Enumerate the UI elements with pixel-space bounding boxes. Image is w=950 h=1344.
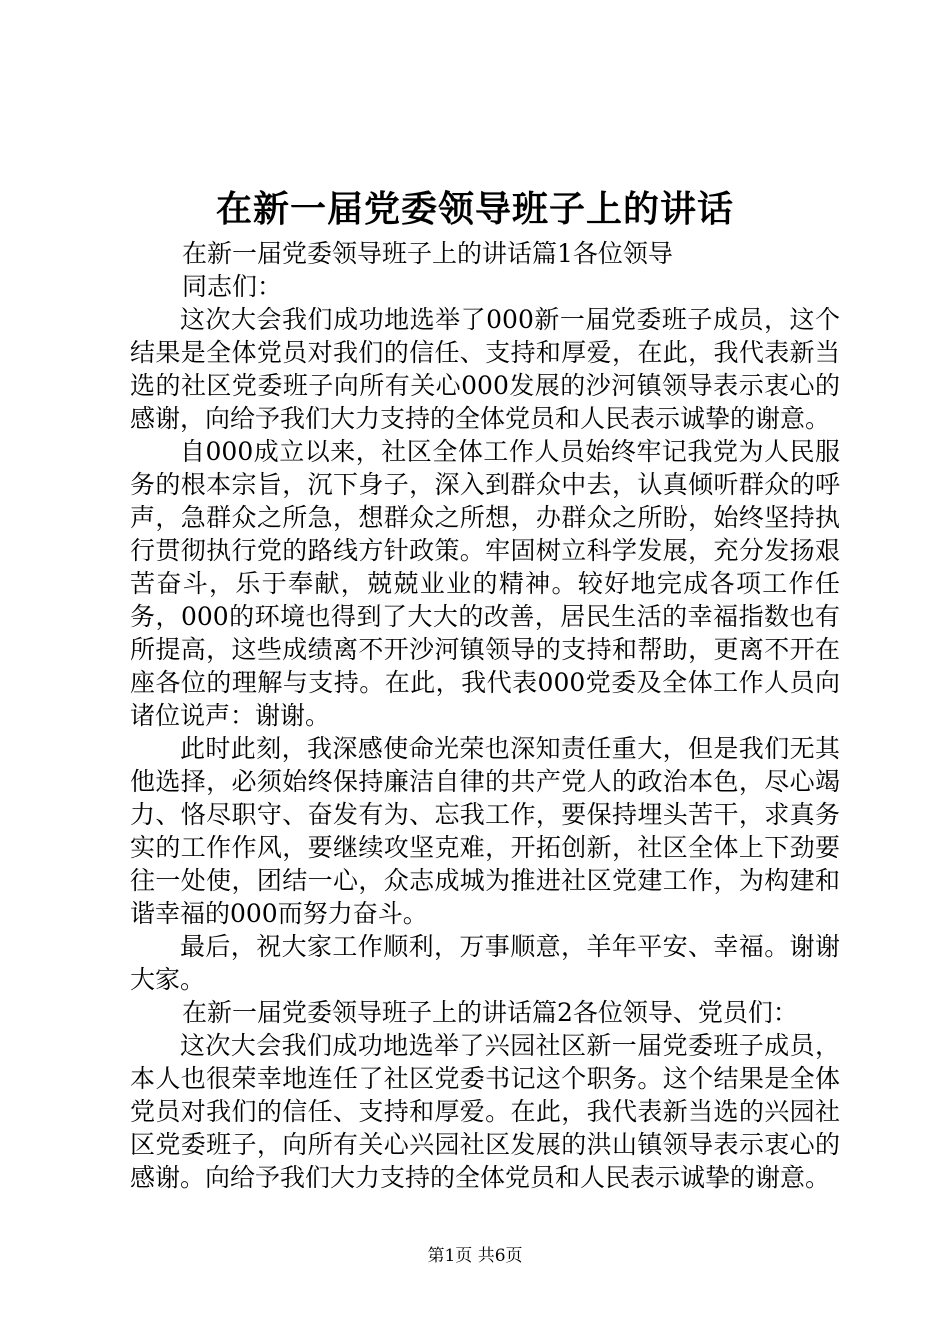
- paragraph-4: 最后，祝大家工作顺利，万事顺意，羊年平安、幸福。谢谢大家。: [130, 932, 840, 994]
- section-heading-2: 在新一届党委领导班子上的讲话篇2各位领导、党员们：: [182, 998, 798, 1027]
- paragraph-1: 这次大会我们成功地选举了000新一届党委班子成员，这个结果是全体党员对我们的信任、支持和厚爱，在此，我代表新当选的社区党委班子向所有关心000发展的沙河镇领导表示衷心的感谢，向给予我们大力支持的全体党员和人民表示诚挚的谢意。: [130, 305, 840, 433]
- paragraph-5: 这次大会我们成功地选举了兴园社区新一届党委班子成员，本人也很荣幸地连任了社区党委书记这个职务。这个结果是全体党员对我们的信任、支持和厚爱。在此，我代表新当选的兴园社区党委班子，向所有关心兴园社区发展的洪山镇领导表示衷心的感谢。向给予我们大力支持的全体党员和人民表示诚挚的谢意。: [130, 1031, 840, 1192]
- paragraph-3: 此时此刻，我深感使命光荣也深知责任重大，但是我们无其他选择，必须始终保持廉洁自律的共产党人的政治本色，尽心竭力、恪尽职守、奋发有为、忘我工作，要保持埋头苦干，求真务实的工作作风，要继续攻坚克难，开拓创新，社区全体上下劲要往一处使，团结一心，众志成城为推进社区党建工作，为构建和谐幸福的000而努力奋斗。: [130, 734, 840, 928]
- section-heading-1-line-2: 同志们：: [182, 272, 283, 301]
- document-body: [130, 237, 840, 1194]
- section-heading-1-line-1: 在新一届党委领导班子上的讲话篇1各位领导: [182, 239, 673, 268]
- page-number-footer: 第1页 共6页: [427, 1246, 523, 1266]
- document-title: 在新一届党委领导班子上的讲话: [215, 188, 734, 230]
- paragraph-2: 自000成立以来，社区全体工作人员始终牢记我党为人民服务的根本宗旨，沉下身子，深入到群众中去，认真倾听群众的呼声，急群众之所急，想群众之所想，办群众之所盼，始终坚持执行贯彻执行党的路线方针政策。牢固树立科学发展，充分发扬艰苦奋斗，乐于奉献，兢兢业业的精神。较好地完成各项工作任务，000的环境也得到了大大的改善，居民生活的幸福指数也有所提高，这些成绩离不开沙河镇领导的支持和帮助，更离不开在座各位的理解与支持。在此，我代表000党委及全体工作人员向诸位说声：谢谢。: [130, 437, 840, 730]
